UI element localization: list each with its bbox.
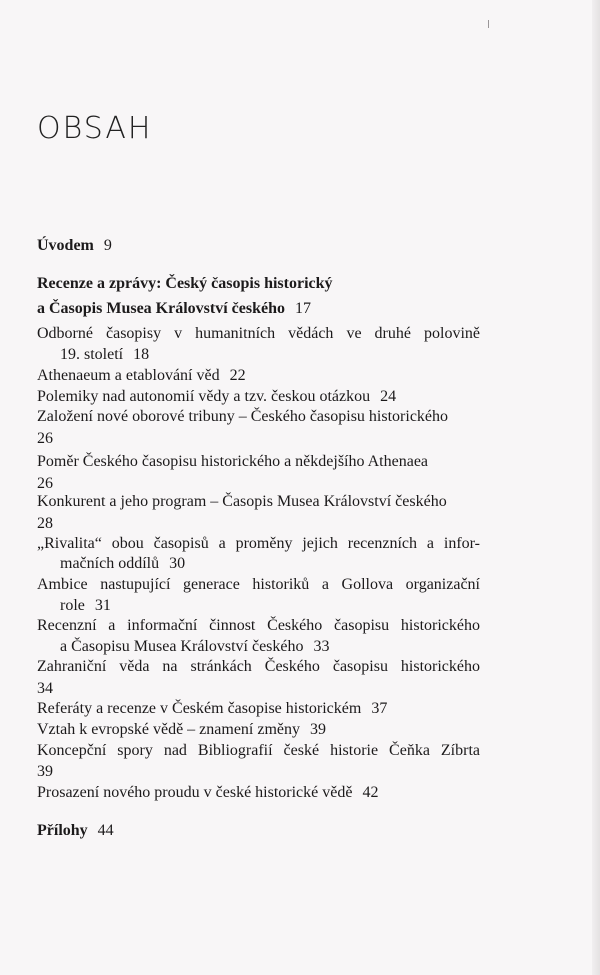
toc-entry-line [37, 365, 480, 387]
toc-entry-label: Referáty a recenze v Českém časopise historickém [37, 700, 362, 717]
toc-entry-line [37, 782, 480, 804]
toc-entry-prilohy [37, 820, 480, 842]
toc-entry-line [37, 698, 480, 720]
page-title: OBSAH [37, 111, 153, 146]
toc-page-number: 26 [37, 430, 53, 447]
toc-page-number: 18 [133, 346, 150, 363]
toc-entry-label: Úvodem [37, 237, 94, 254]
toc-entry-page-line [37, 678, 480, 700]
toc-entry-label: Založení nové oborové tribuny – Českého časopisu historického [37, 408, 449, 425]
toc-entry-label: Polemiky nad autonomií vědy a tzv. českou otázkou [37, 388, 371, 405]
toc-entry-line [37, 656, 480, 678]
toc-entry-label: 19. století [60, 346, 124, 363]
toc-entry-continuation [60, 553, 185, 575]
toc-entry-recenze-line2 [37, 298, 480, 320]
toc-entry-line [37, 615, 480, 637]
toc-page-number: 31 [94, 597, 111, 614]
toc-entry-recenze-line1 [37, 273, 480, 295]
toc-entry-label: mačních oddílů [60, 555, 160, 572]
toc-entry-page-line [37, 513, 480, 535]
toc-entry-line [37, 574, 480, 596]
toc-page-number: 34 [37, 680, 53, 697]
toc-page-number: 17 [295, 300, 311, 317]
toc-entry-page-line [37, 428, 480, 450]
toc-page-number: 24 [380, 388, 397, 405]
toc-page-number: 22 [229, 367, 246, 384]
toc-entry-line [37, 533, 480, 555]
toc-entry-label: Vztah k evropské vědě – znamení změny [37, 721, 301, 738]
toc-entry-line [37, 386, 480, 408]
toc-page-number: 26 [37, 475, 53, 492]
toc-page-number: 30 [169, 555, 186, 572]
toc-entry-label: a Časopis Musea Království českého [37, 300, 285, 317]
toc-page-number: 39 [37, 763, 53, 780]
toc-page-number: 44 [97, 822, 114, 839]
toc-entry-label: Poměr Českého časopisu historického a někdejšího Athenaea [37, 453, 429, 470]
toc-page-number: 42 [362, 784, 379, 801]
toc-entry-label: Athenaeum a etablování věd [37, 367, 220, 384]
toc-page-number: 37 [371, 700, 388, 717]
toc-entry-continuation [60, 595, 111, 617]
edge-mark [488, 20, 489, 28]
toc-entry-continuation [60, 344, 149, 366]
toc-entry-label: Koncepční spory nad Bibliografií české historie Čeňka Zíbrta [37, 742, 480, 759]
toc-entry-label: role [60, 597, 85, 614]
toc-page-number: 28 [37, 515, 53, 532]
toc-page-number: 33 [313, 638, 330, 655]
toc-entry-label: „Rivalita“ obou časopisů a proměny jejich recenzních a infor- [37, 535, 480, 552]
toc-page-number: 39 [310, 721, 327, 738]
toc-entry-line [37, 406, 480, 428]
toc-entry-label: a Časopisu Musea Království českého [60, 638, 304, 655]
toc-entry-label: Ambice nastupující generace historiků a Gollova organizační [37, 576, 480, 593]
toc-entry-uvod [37, 235, 480, 257]
page-edge [592, 0, 600, 975]
toc-entry-label: Recenze a zprávy: Český časopis historický [37, 275, 333, 292]
toc-page-number: 9 [103, 237, 112, 254]
toc-entry-line [37, 719, 480, 741]
toc-entry-continuation [60, 636, 330, 658]
toc-entry-line [37, 740, 480, 762]
toc-entry-line [37, 451, 480, 473]
toc-entry-label: Konkurent a jeho program – Časopis Musea Království českého [37, 493, 447, 510]
toc-entry-label: Prosazení nového proudu v české historické vědě [37, 784, 353, 801]
toc-entry-label: Recenzní a informační činnost Českého časopisu historického [37, 617, 480, 634]
toc-entry-label: Zahraniční věda na stránkách Českého časopisu historického [37, 658, 480, 675]
toc-entry-label: Přílohy [37, 822, 88, 839]
toc-entry-line [37, 323, 480, 345]
toc-entry-line [37, 491, 480, 513]
toc-entry-label: Odborné časopisy v humanitních vědách ve druhé polovině [37, 325, 480, 342]
toc-entry-page-line [37, 761, 480, 783]
